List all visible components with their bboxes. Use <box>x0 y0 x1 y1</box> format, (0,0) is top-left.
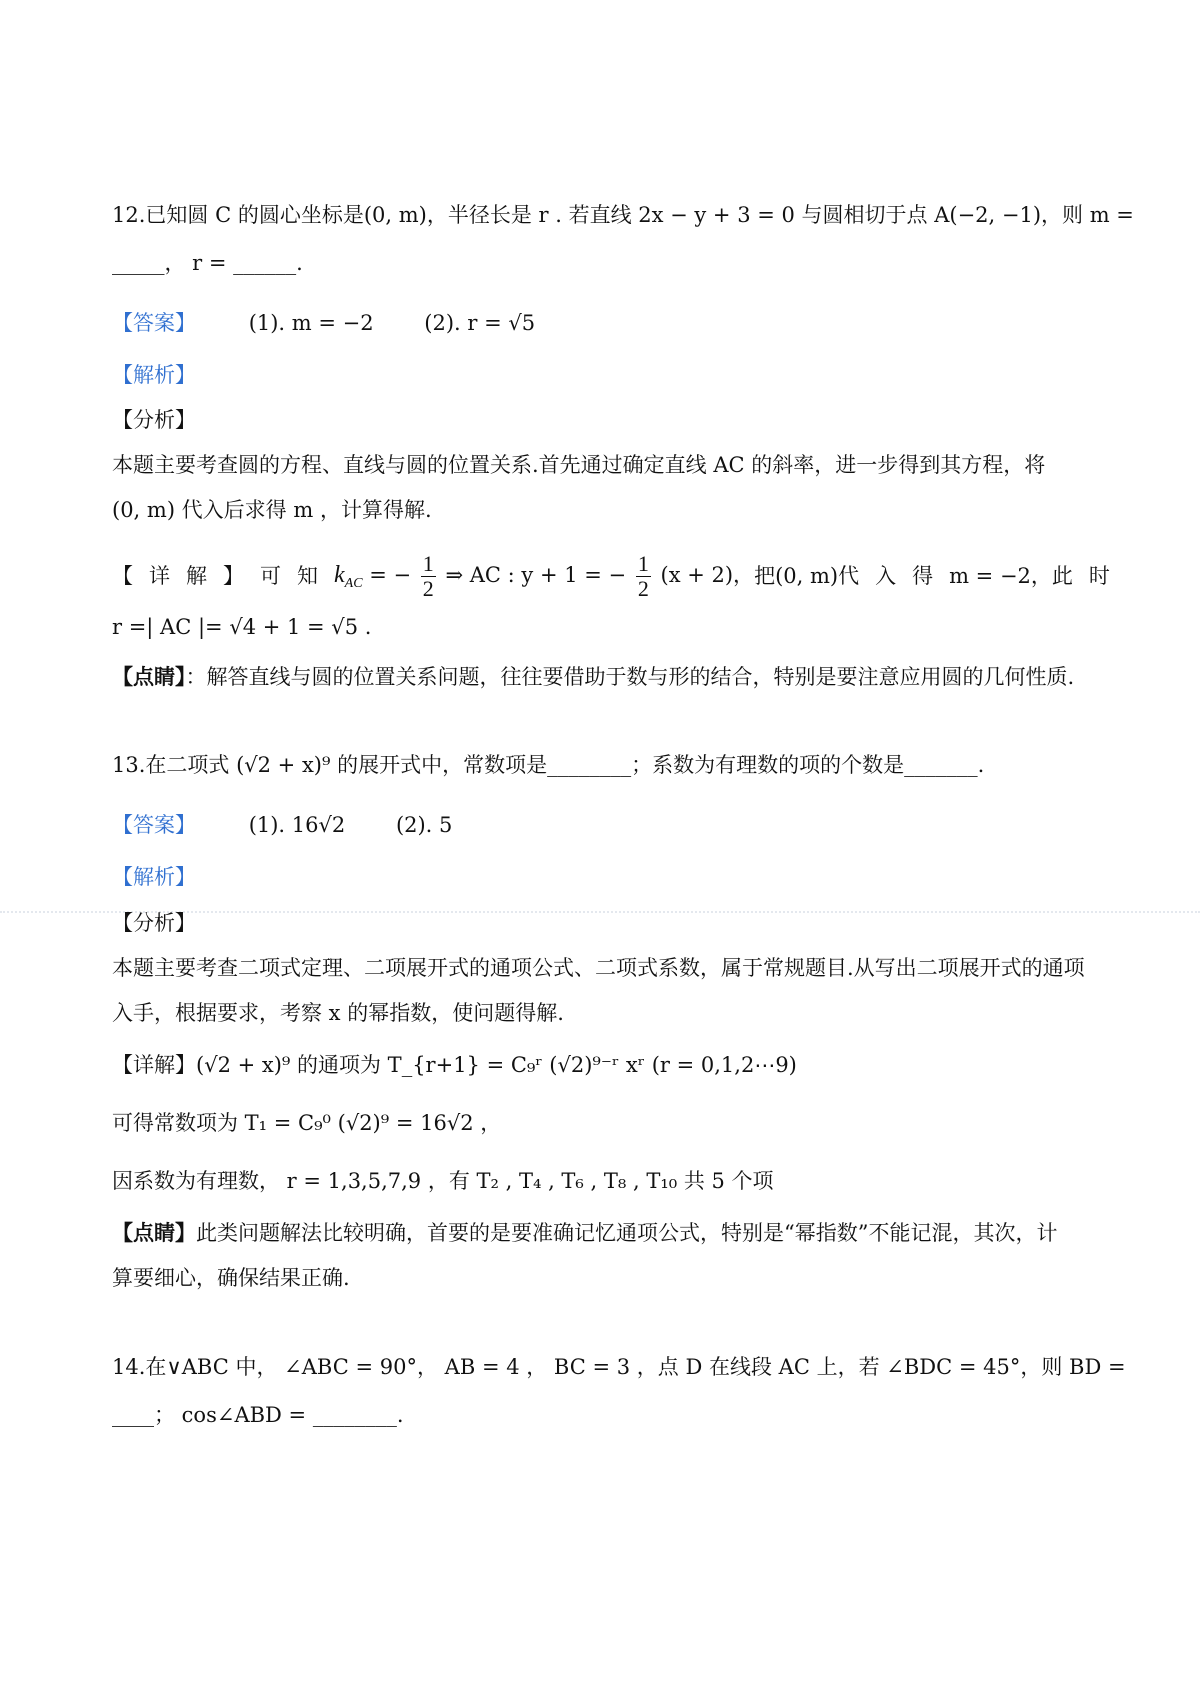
dianjing-label: 【点睛】 <box>112 1220 196 1245</box>
answer-label: 【答案】 <box>112 311 196 335</box>
q13-detail-line3: 因系数为有理数， r = 1,3,5,7,9 ，有 T₂ , T₄ , T₆ , T₈ , T₁₀ 共 5 个项 <box>112 1169 774 1193</box>
slope-eq-a: = − <box>369 562 412 587</box>
detail-ba: 把 <box>754 564 776 588</box>
detail-label: 【详解】 <box>112 564 260 588</box>
q13-dianjing <box>112 1218 1100 1248</box>
detail-m-value: m = −2， <box>949 564 1052 588</box>
fraction-half-2 <box>636 552 651 601</box>
q14-stem-line2: ____； cos∠ABD = ________. <box>112 1403 404 1427</box>
dianjing-text: ：解答直线与圆的位置关系问题，往往要借助于数与形的结合，特别是要注意应用圆的几何性质. <box>185 665 1075 689</box>
q13-detail-line1 <box>112 1050 1100 1080</box>
frac-den: 2 <box>422 575 434 601</box>
q12-jiexi-label: 【解析】 <box>112 363 196 387</box>
answer-label: 【答案】 <box>112 813 196 837</box>
detail-point: (0, m) <box>775 564 839 588</box>
q12-fenxi-label: 【分析】 <box>112 408 196 432</box>
q12-detail-line1 <box>112 548 1126 604</box>
q12-answer-1: (1). m = −2 <box>248 311 374 335</box>
q14-stem-line1: 14.在∨ABC 中， ∠ABC = 90°， AB = 4 ， BC = 3 ，点 D 在线段 AC 上，若 ∠BDC = 45°，则 BD = <box>112 1355 1126 1379</box>
q12-fenxi-line1: 本题主要考查圆的方程、直线与圆的位置关系.首先通过确定直线 AC 的斜率，进一步得到其方程，将 <box>112 453 1046 477</box>
q12-stem-line2: _____， r = ______. <box>112 251 303 275</box>
detail-label: 【详解】 <box>112 1053 196 1077</box>
slope-eq-c: (x + 2)， <box>660 562 755 587</box>
detail-dairu: 代入得 <box>838 564 950 588</box>
q13-fenxi-line1: 本题主要考查二项式定理、二项展开式的通项公式、二项式系数，属于常规题目.从写出二项展开式的通项 <box>112 956 1085 980</box>
q13-answer-2: (2). 5 <box>395 813 453 837</box>
frac-num: 1 <box>637 550 649 576</box>
detail-general-term: (√2 + x)⁹ 的通项为 T_{r+1} = C₉ʳ (√2)⁹⁻ʳ xʳ (r = 0,1,2⋯9) <box>196 1053 797 1077</box>
dianjing-text: 此类问题解法比较明确，首要的是要准确记忆通项公式，特别是“幂指数”不能记混，其次，计 <box>196 1221 1058 1245</box>
q13-answer-1: (1). 16√2 <box>248 813 346 837</box>
q12-dianjing <box>112 662 1100 692</box>
frac-den: 2 <box>637 575 649 601</box>
q13-detail-line2: 可得常数项为 T₁ = C₉⁰ (√2)⁹ = 16√2 ， <box>112 1111 502 1135</box>
frac-num: 1 <box>422 550 434 576</box>
detail-kezhi: 可知 <box>260 564 334 588</box>
slope-k-subscript: AC <box>344 575 363 591</box>
slope-equation <box>334 552 754 601</box>
q13-stem: 13.在二项式 (√2 + x)⁹ 的展开式中，常数项是________；系数为有理数的项的个数是_______. <box>112 753 985 777</box>
q12-stem-line1: 12.已知圆 C 的圆心坐标是(0, m)，半径长是 r . 若直线 2x − y + 3 = 0 与圆相切于点 A(−2, −1)，则 m = <box>112 203 1134 227</box>
q13-fenxi-line2: 入手，根据要求，考察 x 的幂指数，使问题得解. <box>112 1001 564 1025</box>
q13-answer-row <box>112 810 1100 840</box>
q12-answer-2: (2). r = √5 <box>424 311 536 335</box>
q12-detail-line2: r =| AC |= √4 + 1 = √5 . <box>112 615 372 639</box>
dianjing-label: 【点睛】 <box>112 664 186 689</box>
q13-dianjing-line2: 算要细心，确保结果正确. <box>112 1266 350 1290</box>
fraction-half-1 <box>421 552 436 601</box>
slope-eq-b: ⇒ AC : y + 1 = − <box>445 562 627 587</box>
q13-fenxi-label: 【分析】 <box>112 911 196 935</box>
q13-jiexi-label: 【解析】 <box>112 865 196 889</box>
detail-cishi: 此时 <box>1051 564 1126 588</box>
q12-fenxi-line2: (0, m) 代入后求得 m ，计算得解. <box>112 498 432 522</box>
q12-answer-row <box>112 308 1100 338</box>
slope-k: k <box>334 561 345 588</box>
